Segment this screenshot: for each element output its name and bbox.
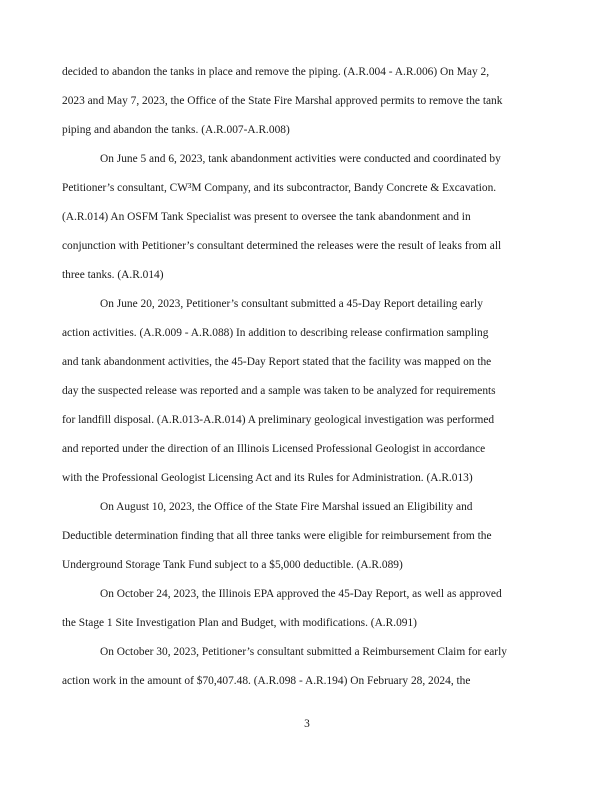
text-line: with the Professional Geologist Licensing Act and its Rules for Administration. (A.R.013) [62,472,473,484]
paragraph-first-line: On June 20, 2023, Petitioner’s consultant submitted a 45-Day Report detailing early [100,298,483,310]
text-line: Petitioner’s consultant, CW³M Company, and its subcontractor, Bandy Concrete & Excavation. [62,182,497,194]
paragraph-first-line: On August 10, 2023, the Office of the State Fire Marshal issued an Eligibility and [100,501,473,513]
text-line: conjunction with Petitioner’s consultant determined the releases were the result of leaks from all [62,240,502,252]
text-line: piping and abandon the tanks. (A.R.007-A.R.008) [62,124,290,136]
text-line: 2023 and May 7, 2023, the Office of the State Fire Marshal approved permits to remove the tank [62,95,503,107]
text-line: the Stage 1 Site Investigation Plan and Budget, with modifications. (A.R.091) [62,617,417,629]
text-line: (A.R.014) An OSFM Tank Specialist was present to oversee the tank abandonment and in [62,211,471,223]
text-line: Deductible determination finding that all three tanks were eligible for reimbursement from the [62,530,492,542]
paragraph-first-line: On June 5 and 6, 2023, tank abandonment activities were conducted and coordinated by [100,153,501,165]
paragraph-first-line: On October 30, 2023, Petitioner’s consultant submitted a Reimbursement Claim for early [100,646,507,658]
text-line: and reported under the direction of an Illinois Licensed Professional Geologist in accordance [62,443,486,455]
text-line: and tank abandonment activities, the 45-Day Report stated that the facility was mapped on the [62,356,492,368]
text-line: for landfill disposal. (A.R.013-A.R.014) A preliminary geological investigation was performed [62,414,495,426]
text-line: Underground Storage Tank Fund subject to a $5,000 deductible. (A.R.089) [62,559,403,571]
paragraph-first-line: On October 24, 2023, the Illinois EPA approved the 45-Day Report, as well as approved [100,588,502,600]
page-number: 3 [304,718,310,730]
text-line: decided to abandon the tanks in place and remove the piping. (A.R.004 - A.R.006) On May 2, [62,66,490,78]
text-line: action work in the amount of $70,407.48. (A.R.098 - A.R.194) On February 28, 2024, the [62,675,471,687]
text-line: action activities. (A.R.009 - A.R.088) In addition to describing release confirmation sampling [62,327,489,339]
text-line: three tanks. (A.R.014) [62,269,164,281]
text-line: day the suspected release was reported and a sample was taken to be analyzed for requirements [62,385,496,397]
